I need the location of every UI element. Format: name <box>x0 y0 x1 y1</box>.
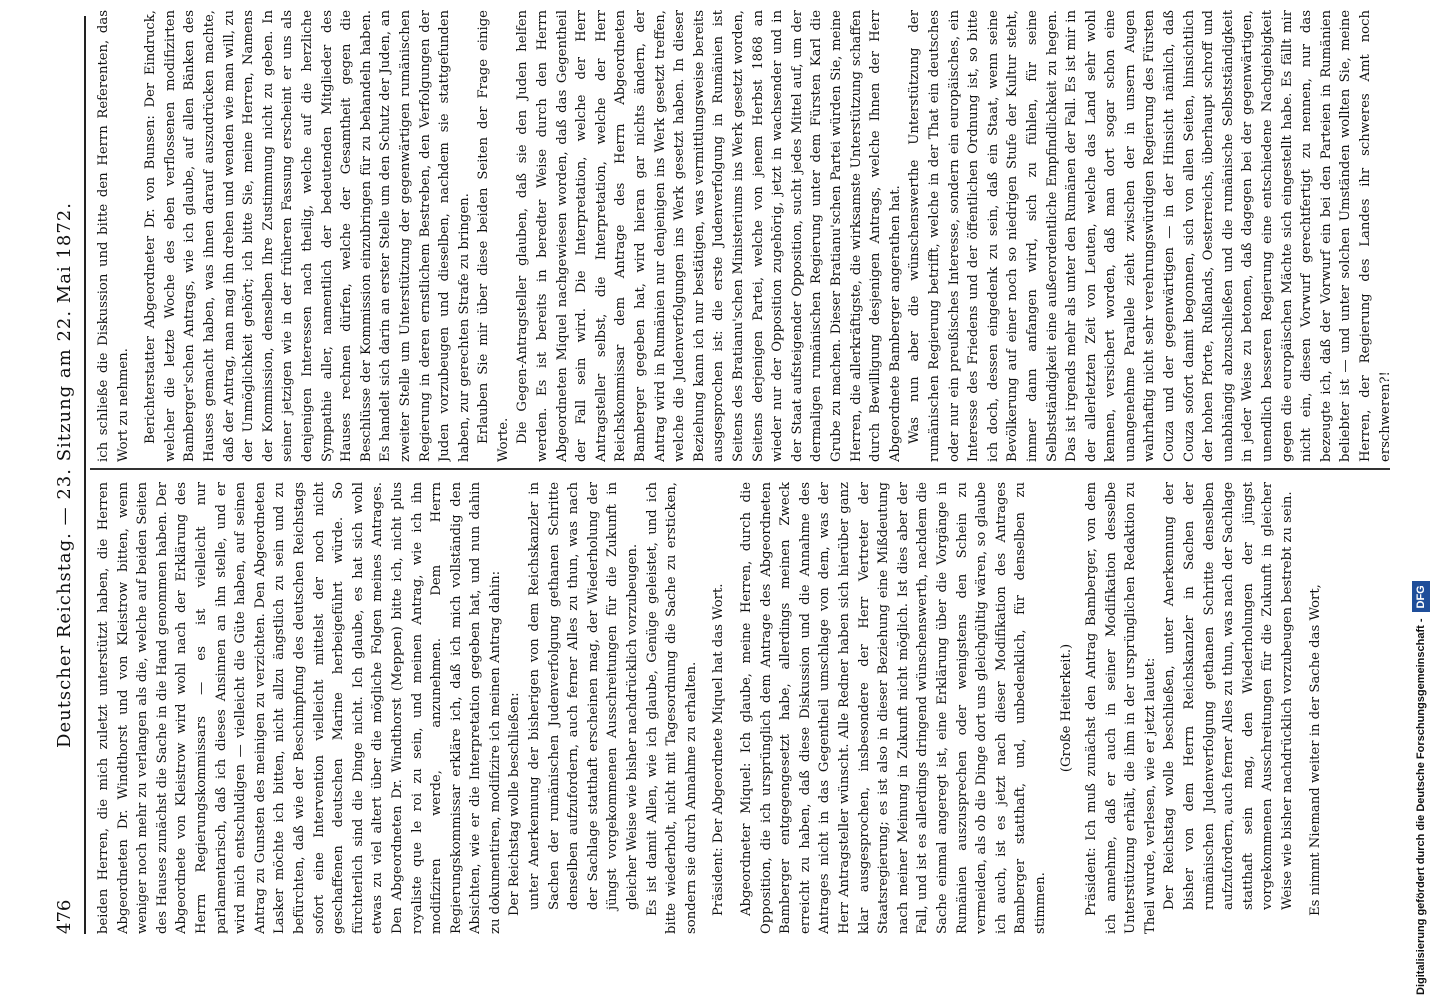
paragraph: beiden Herren, die mich zuletzt unterstützt haben, die Herren Abgeordneten Dr. Windthorst und von Kleistrow bitten, wenn weniger noch mehr zu verlangen als die, welche auf beiden Seiten des Hauses zunächst die Sache in die Hand genommen haben. Der Abgeordnete von Kleistrow wird wohl nach der Erklärung des Herrn Regierungskommissars — es ist vielleicht nur parlamentarisch, daß ich dieses Ansinnen an ihn stelle, und er wird mich entschuldigen — vielleicht die Güte haben, auf seinen Antrag zu Gunsten des meinigen zu verzichten. Den Abgeordneten Lasker möchte ich bitten, nicht allzu ängstlich zu sein und zu befürchten, daß wie der Beschimpfung des deutschen Reichstags sofort eine Intervention vielleicht mittelst der noch nicht geschaffenen deutschen Marine herbeigeführt würde. So fürchterlich sind die Dinge nicht. Ich glaube, es hat sich wohl etwas zu viel altert über die mögliche Folgen meines Antrages. Den Abgeordneten Dr. Windthorst (Meppen) bitte ich, nicht plus royaliste que le roi zu sein, und meinen Antrag, wie ich ihn modifiziren werde, anzunehmen. Dem Herrn Regierungskommissar erkläre ich, daß ich mich vollständig den Absichten, wie er die Interpretation gegeben hat, und nun dahin zu dokumentiren, modifizire ich meinen Antrag dahin: <box>96 482 503 934</box>
page-header <box>50 16 80 934</box>
column-divider <box>90 469 1390 471</box>
paragraph: ich schließe die Diskussion und bitte den Herrn Referenten, das Wort zu nehmen. <box>96 10 131 462</box>
spacer <box>1298 482 1306 934</box>
spacer <box>701 482 709 934</box>
speaker-line: Präsident: Der Abgeordnete Miquel hat das Wort. <box>711 583 727 916</box>
stage-direction: (Große Heiterkeit.) <box>1058 643 1074 773</box>
paragraph: Der Reichstag wolle beschließen: <box>507 692 523 916</box>
paragraph: Es nimmt Niemand weiter in der Sache das Wort, <box>1307 584 1323 916</box>
paragraph: Berichterstatter Abgeordneter Dr. von Bunsen: Der Eindruck, welcher die letzte Woche des eben verflossenen modifizirten Bamberger'schen Antrags, wie ich glaube, auf allen Bänken des Hauses gemacht haben, was ihnen darauf auszudrücken machte, daß der Antrag, man mag ihn drehen und wenden wie man will, zu der Unmöglichkeit gehört; ich bitte Sie, meine Herren, Namens der Kommission, denselben Ihre Zustimmung nicht zu geben. In seiner jetzigen wie in der früheren Fassung erscheint er uns als denjenigen Interessen nach theilig, welche auf die herzliche Sympathie aller, namentlich der bedeutenden Mitglieder des Hauses rechnen dürfen, welche der Gesamtheit gegen die Beschlüsse der Kommission einzubringen für zu behandeln haben. Es handelt sich darin an erster Stelle um den Schutz der Juden, an zweiter Stelle um Unterstützung der gegenwärtigen rumänischen Regierung in deren ernstlichem Bestreben, den Verfolgungen der Juden vorzubeugen und dieselben, nachdem sie stattgefunden haben, zur gerechten Strafe zu bringen. <box>143 10 472 462</box>
spacer <box>133 10 141 462</box>
spacer <box>729 482 737 934</box>
paragraph: Präsident: Ich muß zunächst den Antrag Bamberger, von dem ich annehme, daß er auch in seiner Modifikation desselbe Unterstützung erhält, die ihm in der ursprünglichen Redaktion zu Theil wurde, verlesen, wie er jetzt lautet: <box>1084 482 1158 934</box>
motion-text: unter Anerkennung der bisherigen von dem Reichskanzler in Sachen der rumänischen Judenverfolgung gethanen Schritte denselben aufzufordern, auch ferner Alles zu thun, was nach der Sachlage statthaft erscheinen mag, der Wiederholung der jüngst vorgekommenen Ausschreitungen für die Zukunft in gleicher Weise wie bisher nachdrücklich vorzubeugen. <box>527 482 641 910</box>
paragraph: Abgeordneter Miquel: Ich glaube, meine Herren, durch die Opposition, die ich ursprünglich dem Antrage des Abgeordneten Bamberger entgegengesetzt habe, allerdings meinen Zweck erreicht zu haben, daß diese Diskussion und die Annahme des Antrages nicht in das Gegentheil umschlage von dem, was der Herr Antragsteller wünscht. Alle Redner haben sich hierüber ganz klar ausgesprochen, insbesondere der Herr Vertreter der Staatsregierung; es ist also in dieser Beziehung eine Mißdeutung nach meiner Meinung in Zukunft nicht möglich. Ist dies aber der Fall, und ist es allerdings dringend wünschenswerth, nachdem die Sache einmal angeregt ist, eine Erklärung über die Vorgänge in Rumänien auszusprechen oder wenigstens den Schein zu vermeiden, als ob die Dinge dort uns gleichgültig wären, so glaube ich auch, ist es jetzt nach dieser Modifikation des Antrages Bamberger statthaft, und, unbedenklich, für denselben zu stimmen. <box>739 482 1048 934</box>
page-number: 476 <box>54 899 75 934</box>
left-column <box>94 482 1394 934</box>
motion-text: Der Reichstag wolle beschließen, unter Anerkennung der bisher von dem Herrn Reichskanzler in Sachen der rumänischen Judenverfolgung gethanen Schritte denselben aufzufordern, auch ferner Alles zu thun, was nach der Sachlage statthaft sein mag, den Wiederholungen der jüngst vorgekommenen Ausschreitungen für die Zukunft in gleicher Weise wie bisher nachdrücklich vorzubeugen bestrebt zu sein. <box>1162 482 1296 910</box>
credit-text: Digitalisierung gefördert durch die Deutsche Forschungsgemeinschaft - <box>1415 618 1427 995</box>
right-column <box>94 10 1394 462</box>
running-title: Deutscher Reichstag. — 23. Sitzung am 22. Mai 1872. <box>54 202 75 748</box>
header-rule <box>84 16 86 934</box>
paragraph: Es ist damit Allen, wie ich glaube, Genüge geleistet, und ich bitte wiederholt, nicht mit Tagesordnung die Sache zu ersticken, sondern sie durch Annahme zu erhalten. <box>644 482 699 934</box>
dfg-logo: DFG <box>1412 581 1430 612</box>
paragraph: Die Gegen-Antragsteller glauben, daß sie den Juden helfen werden. Es ist bereits in beredter Weise durch den Herrn Abgeordneten Miquel nachgewiesen worden, daß das Gegentheil der Fall sein wird. Die Interpretation, welche der Herr Antragsteller selbst, die Interpretation, welche der Herr Reichskommissar dem Antrage des Herrn Abgeordneten Bamberger gegeben hat, wird hieran gar nichts ändern, der Antrag wird in Rumänien nur denjenigen ins Werk gesetzt treffen, welche die Judenverfolgungen ins Werk gesetzt haben. In dieser Beziehung kann ich nur bestätigen, was vermittlungsweise bereits ausgesprochen ist: die erste Judenverfolgung in Rumänien ist Seitens des Bratianu'schen Ministeriums ins Werk gesetzt worden, Seitens derjenigen Partei, welche von jenem Herbst 1868 an wieder nur der Opposition zugehörig, jetzt in wachsender und in der Staat aufsteigender Opposition, sucht jedes Mittel auf, um der dermaligen rumänischen Regierung unter dem Fürsten Karl die Grube zu machen. Dieser Bratianu'schen Partei würden Sie, meine Herren, die allerkräftigste, die wirksamste Unterstützung schaffen durch Bewilligung desjenigen Antrags, welche Ihnen der Herr Abgeordnete Bamberger angerathen hat. <box>515 10 903 462</box>
paragraph: Was nun aber die wünschenswerthe Unterstützung der rumänischen Regierung betrifft, welche in der That ein deutsches oder nur ein preußisches Interesse, sondern ein europäisches, ein Interesse des Friedens und der öffentlichen Ordnung ist, so bitte ich doch, dessen eingedenk zu sein, daß ein Staat, wenn seine Bevölkerung auf einer noch so niedrigen Stufe der Kultur steht, immer dann anfangen wird, sich zu fühlen, für seine Selbstständigkeit eine außerordentliche Empfindlichkeit zu hegen. Das ist irgends mehr als unter den Rumänen der Fall. Es ist mir in der allerletzten Zeit von Leuten, welche das Land sehr wohl kennen, versichert worden, daß man dort sogar schon eine unangenehme Parallele zieht zwischen der in unsern Augen wahrhaftig nicht sehr verehrungswürdigen Regierung des Fürsten Couza und der gegenwärtigen — in der Hinsicht nämlich, daß Couza sofort damit begonnen, sich von allen Seiten, hinsichtlich der hohen Pforte, Rußlands, Oesterreichs, überhaupt schroff und unabhängig abzuschließen und die rumänische Selbstständigkeit in jeder Weise zu betonen, daß dagegen bei der gegenwärtigen, unendlich besseren Regierung eine entschiedene Nachgiebigkeit gegen die europäischen Mächte sich eingestellt habe. Es fällt mir nicht ein, diesen Vorwurf gerechtfertigt zu nennen, nur das bezeugte ich, daß der Vorwurf ein bei den Parteien in Rumänien beliebter ist — und unter solchen Umständen wollten Sie, meine Herren, der Regierung des Landes ihr schweres Amt noch erschweren?! <box>907 10 1393 462</box>
document-page <box>50 10 1400 940</box>
paragraph: Erlauben Sie mir über diese beiden Seiten der Frage einige Worte. <box>476 10 511 462</box>
digitization-credit <box>1412 5 1430 995</box>
